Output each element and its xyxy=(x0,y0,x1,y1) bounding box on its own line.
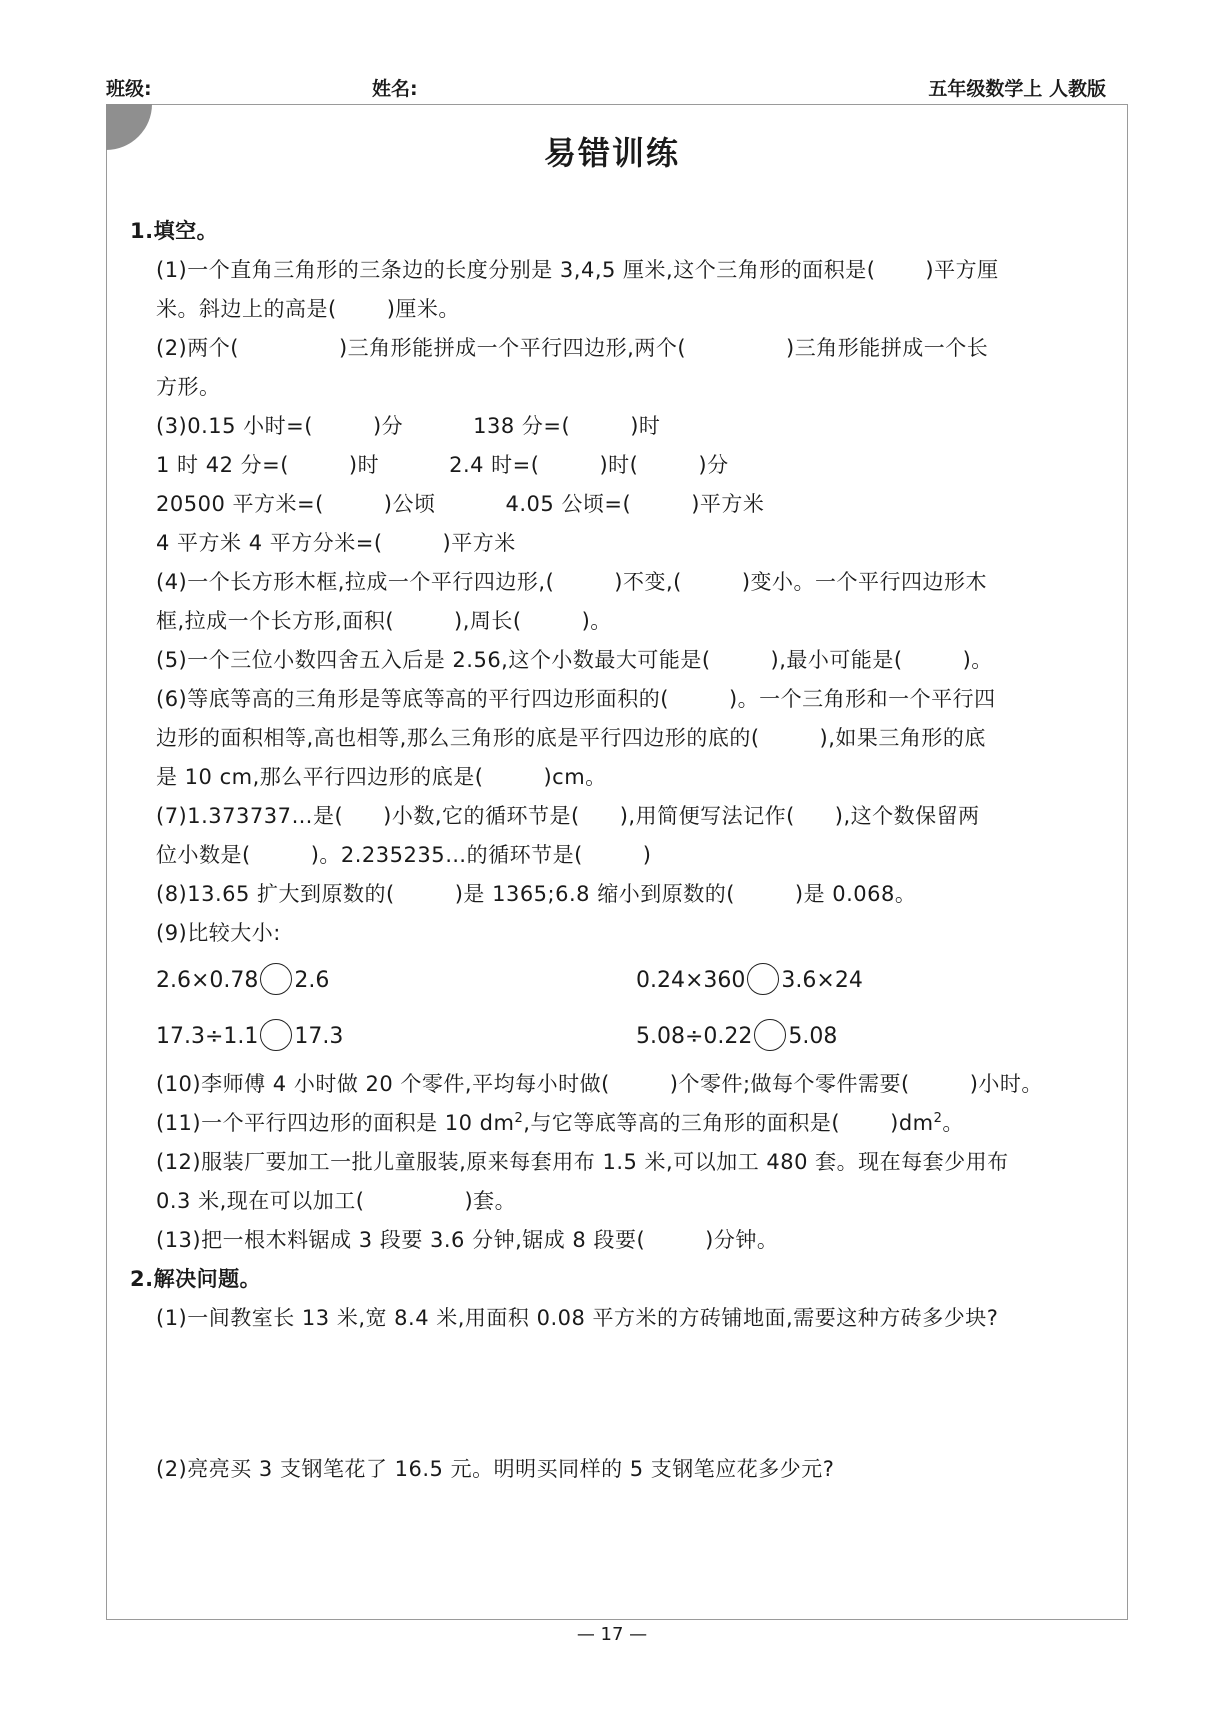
question-3-line-4: 4 平方米 4 平方分米=( )平方米 xyxy=(156,531,516,555)
compare-3: 17.3÷1.1 17.3 xyxy=(156,1009,343,1065)
exercise-content xyxy=(130,212,1105,1489)
name-label: 姓名: xyxy=(372,78,418,100)
question-4-line-1: (4)一个长方形木框,拉成一个平行四边形,( )不变,( )变小。一个平行四边形木 xyxy=(156,570,988,594)
problem-2: (2)亮亮买 3 支钢笔花了 16.5 元。明明买同样的 5 支钢笔应花多少元? xyxy=(156,1457,835,1481)
question-6-line-1: (6)等底等高的三角形是等底等高的平行四边形面积的( )。一个三角形和一个平行四 xyxy=(156,687,996,711)
question-6-line-2: 边形的面积相等,高也相等,那么三角形的底是平行四边形的底的( ),如果三角形的底 xyxy=(156,726,986,750)
compare-1: 2.6×0.78 2.6 xyxy=(156,953,329,1009)
compare-circle-1[interactable] xyxy=(260,963,292,995)
class-label: 班级: xyxy=(106,78,152,100)
question-2-line-2: 方形。 xyxy=(156,375,221,399)
question-12-line-1: (12)服装厂要加工一批儿童服装,原来每套用布 1.5 米,可以加工 480 套。现在每套少用布 xyxy=(156,1150,1009,1174)
compare-circle-4[interactable] xyxy=(754,1019,786,1051)
question-5: (5)一个三位小数四舍五入后是 2.56,这个小数最大可能是( ),最小可能是( )。 xyxy=(156,648,993,672)
compare-row-1 xyxy=(130,953,1105,1009)
question-10: (10)李师傅 4 小时做 20 个零件,平均每小时做( )个零件;做每个零件需要( )小时。 xyxy=(156,1072,1043,1096)
question-11: (11)一个平行四边形的面积是 10 $dm^2$,与它等底等高的三角形的面积是( )$dm^2$。 xyxy=(156,1111,964,1135)
question-7-line-2: 位小数是( )。2.235235…的循环节是( ) xyxy=(156,843,652,867)
problem-1-answer-space[interactable] xyxy=(130,1338,1105,1450)
question-7-line-1: (7)1.373737…是( )小数,它的循环节是( ),用简便写法记作( ),这个数保留两 xyxy=(156,804,980,828)
book-label: 五年级数学上 人教版 xyxy=(928,78,1106,100)
compare-row-2 xyxy=(130,1009,1105,1065)
question-13: (13)把一根木料锯成 3 段要 3.6 分钟,锯成 8 段要( )分钟。 xyxy=(156,1228,779,1252)
question-2-line-1: (2)两个( )三角形能拼成一个平行四边形,两个( )三角形能拼成一个长 xyxy=(156,336,989,360)
question-3-line-2: 1 时 42 分=( )时 2.4 时=( )时( )分 xyxy=(156,453,729,477)
compare-4: 5.08÷0.22 5.08 xyxy=(636,1009,837,1065)
question-9: (9)比较大小: xyxy=(156,921,281,945)
compare-circle-3[interactable] xyxy=(260,1019,292,1051)
question-1-line-1: (1)一个直角三角形的三条边的长度分别是 3,4,5 厘米,这个三角形的面积是( )平方厘 xyxy=(156,258,999,282)
question-12-line-2: 0.3 米,现在可以加工( )套。 xyxy=(156,1189,517,1213)
question-4-line-2: 框,拉成一个长方形,面积( ),周长( )。 xyxy=(156,609,612,633)
problem-1: (1)一间教室长 13 米,宽 8.4 米,用面积 0.08 平方米的方砖铺地面,需要这种方砖多少块? xyxy=(156,1306,999,1330)
compare-circle-2[interactable] xyxy=(747,963,779,995)
question-8: (8)13.65 扩大到原数的( )是 1365;6.8 缩小到原数的( )是 0.068。 xyxy=(156,882,917,906)
question-6-line-3: 是 10 cm,那么平行四边形的底是( )cm。 xyxy=(156,765,607,789)
section-fill-blank: 1.填空。 xyxy=(130,219,219,243)
page-number: — 17 — xyxy=(576,1624,648,1645)
section-problems: 2.解决问题。 xyxy=(130,1267,262,1291)
page-title: 易错训练 xyxy=(543,134,680,172)
question-1-line-2: 米。斜边上的高是( )厘米。 xyxy=(156,297,460,321)
question-3-line-1: (3)0.15 小时=( )分 138 分=( )时 xyxy=(156,414,661,438)
compare-2: 0.24×360 3.6×24 xyxy=(636,953,863,1009)
question-3-line-3: 20500 平方米=( )公顷 4.05 公顷=( )平方米 xyxy=(156,492,765,516)
